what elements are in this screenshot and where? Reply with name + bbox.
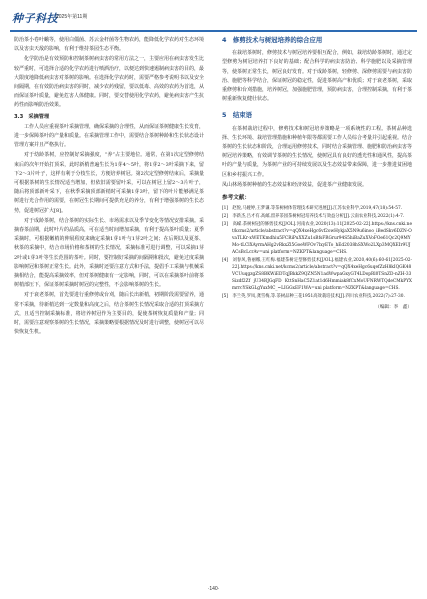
page-header	[10, 8, 417, 30]
right-column	[222, 36, 412, 312]
paragraph: 对于衰老茶树，首先要进行重修剪或台刈，随后长出新梢，初期阶段需要留养，通常不采摘，待新梢达到一定数量和高度之后，结合茶树生长情况采取合适的打顶采摘方式，且适当控制采摘标准，将培养树冠作为主要目的，促使茶树恢复质量和产量；同时，需要注意观察茶树的生长情况，采摘策略要根据情况及时进行调整，使树冠可以尽快恢复生机。	[14, 292, 205, 336]
reference-item: [1] 赵悦,马娅婷,王梦谦.等茶树树体管理技术研究进展[J].江苏农业科学,2019,47(18):54-57.	[222, 206, 403, 212]
page-number: ·140·	[207, 586, 220, 592]
section-heading: 3.3 采摘管理	[14, 113, 50, 120]
references-title: 参考文献：	[222, 195, 250, 202]
paragraph: 凤山林场茶树种植的生态效益和经济效益，促进茶产业健康发展。	[222, 181, 368, 188]
header-rule	[10, 30, 417, 32]
paragraph: 防治茶小卷叶蛾等，使用白僵菌、苏云金杆菌等生物农药，能降低化学农药对生态环境以及害虫天敌的影响，有利于维持茶园生态平衡。	[14, 37, 205, 53]
reference-item: [3] 高嵘.茶树树冠的修剪技术[J/OL].河南农业,2020(13):11[2025-02-22].https://kns.cnki.net/kcms2/article/abstract?v=qQX4xeHgc6vf2owHykjaX5N9u6inoo_iBedSkv6DZN-OvaTLKr-xWETKmdhiu5FCRiPuXXZu1sBfsFRGrur94S5hiBaZuXVoFOe61Qc2Q9MYMo-tLClXAyrmAHg2vRkxZl5GoeWFOv7lxyETo_hEd2038hSXWo2LXp3MQXEIr9UJACsBcLcrAv=uni platform=NZKPT&language=CHS.	[222, 222, 412, 256]
paragraph: 在栽培茶树时，修剪技术与树冠培养要相互配合，例如，栽培幼龄茶树时，通过定型修剪为树冠培养打下良好的基础；配合科学的病虫害防治、科学施肥以及采摘管理等，使茶树正常生长，树冠良好发育。对于成龄茶树，轻修剪、深修剪需要与病虫害防治、施肥等科学结合，保证树冠的稳定性，促进茶树高产和优质；对于衰老茶树，采取重修剪和台刈措施，培养树冠，加强施肥管理，预防病虫害，合理控制采摘，有利于茶树重新恢复健壮状态。	[222, 50, 413, 103]
paragraph: 化学防治是有效预防和控制茶树病虫害的常用方法之一，主要应用在病虫害发生比较严重时，可选择合适的化学农药进行喷洒治疗，以便达到快速遏制病虫害的目的，最大限度地降低病虫害对茶树的影响。在选择化学农药时，需要严格参考说明书以及安全间隔期，在有效防治病虫害的同时，减少农药残留，要以低毒、高效的农药为首选，从而保证茶叶质量，避免危害人体健康。同时，要交替使用化学农药，避免病虫害产生抗药性而影响防治效果。	[14, 56, 205, 109]
paragraph: 工作人员应重视茶叶采摘管理，确保采摘的合理性，从而保证茶树健康生长发育，进一步保障茶叶的产量和质量。在采摘管理工作中，需要结合茶树种龄和生长状态设计管理方案并且严格执行。	[14, 123, 205, 149]
paragraph: 在茶树栽培过程中，修剪技术和树冠培养策略是一项系统性的工程。茶树品种选择、生长环境、栽培管理措施和种植年限等都需要工作人员综合考量并引起重视。结合茶树的生长状态和阶段，合理运用修剪技术，同时结合采摘管理、施肥和防治病虫害等树冠培养策略，有效调节茶树的生长情况，使树冠具有良好的透光性和通风性，提高茶叶的产量与质量，为茶树产业的可持续发展以及生态效益带来保障，进一步推进贫困地区和乡村振兴工作。	[222, 125, 413, 178]
editor-note: （编辑：李 鑫）	[375, 305, 412, 311]
paragraph: 对于成龄茶树，结合茶树的实际生长、市场需求以及季节变化等情况安排采摘。采摘春茶前期，此时叶片的品质高，可在适当时间增加采摘，有利于提高茶叶质量；夏季采摘时，可根据嫩梢的伸展程度来确定采摘1芽1叶与1芽2叶之间；在后期以及夏茶、秋茶的采摘中，结合市场价格和茶树的生长情况，采摘标准可进行调整，可以采摘1芽2叶或1芽3叶等生长范围的茶叶。同时，要控制好采摘的间隔期和批次，避免过度采摘影响树冠和茶树正常生长。此外，采摘时还要注意方式和手法，提倡手工采摘与机械采摘相结合，能提高采摘效率，但对茶树健康有一定影响，同时，可以在采摘茶叶前将茶树梢部压下，保证茶树采摘时树冠的完整性，不会影响茶树的生长。	[14, 217, 205, 289]
issue-label: 2025年第11期	[56, 14, 88, 20]
reference-item: [5] 李兰英,罗凤,龚雪梅,等.茶树品种三花1951高效栽培技术[J].四川农业科技,2022(7):27-30.	[222, 294, 405, 300]
section-heading: 5 结束语	[222, 111, 253, 120]
reference-item: [4] 刘春风,鲁丽娜,王红梅.福建茶树定型修剪技术[J/OL].福建农业,2020,40(6):60-61[2025-02-22].https://kns.cnki.net/kcms2/article/abstract?v=qQX4xeHgc6uqefZzH8kIQGK48VCUuqgzgZS8BKWiEDTqJBkkZ9QZN5N1adWwpaGxyGT4LDopRl0TSnZD-nZH-33Sizdf2Zf jU34RJGqFD KttSnHaC5Z1at1d6Hmmiak8fCxMoUFNRWTQdeCMkPYXmrrcYSkGLgYuxMC_~LIGGxEF1WA=uni platform=NZKPT&language=CHS.	[222, 258, 412, 292]
reference-item: [2] 李新杰,吕才有.高邮,留养茶园茶树树冠培养技术与效益分析[J].云南农业科技,2022(1):4-7.	[222, 214, 405, 220]
paragraph: 对于幼龄茶树，应控制好采摘强度，“养”占主要地位。通常，在第1次定型修剪结束后的次年开始打顶采，此时新梢普遍生长为1芽4～5叶，将1芽2～3叶采摘下来，留下2～3片叶子，这样有利于分枝生长，方便培养树冠。第2次定型修剪结束后，采摘量可根据茶树的生长情况适当增加，但依旧需要留叶采，可以在树冠上留2～3片叶子，随后将顶部新叶采下，在秋季采摘顶部新梢时可采摘1芽3叶，留下的叶片能够满足茶树进行光合作用的需要，在树冠生长期间可提供充足的养分，有利于增强茶树的生长态势，促进树冠扩大[8]。	[14, 152, 205, 214]
section-heading: 4 修剪技术与树冠培养的综合应用	[222, 36, 323, 44]
journal-logo: 种子科技	[12, 12, 58, 25]
left-column	[14, 36, 204, 339]
